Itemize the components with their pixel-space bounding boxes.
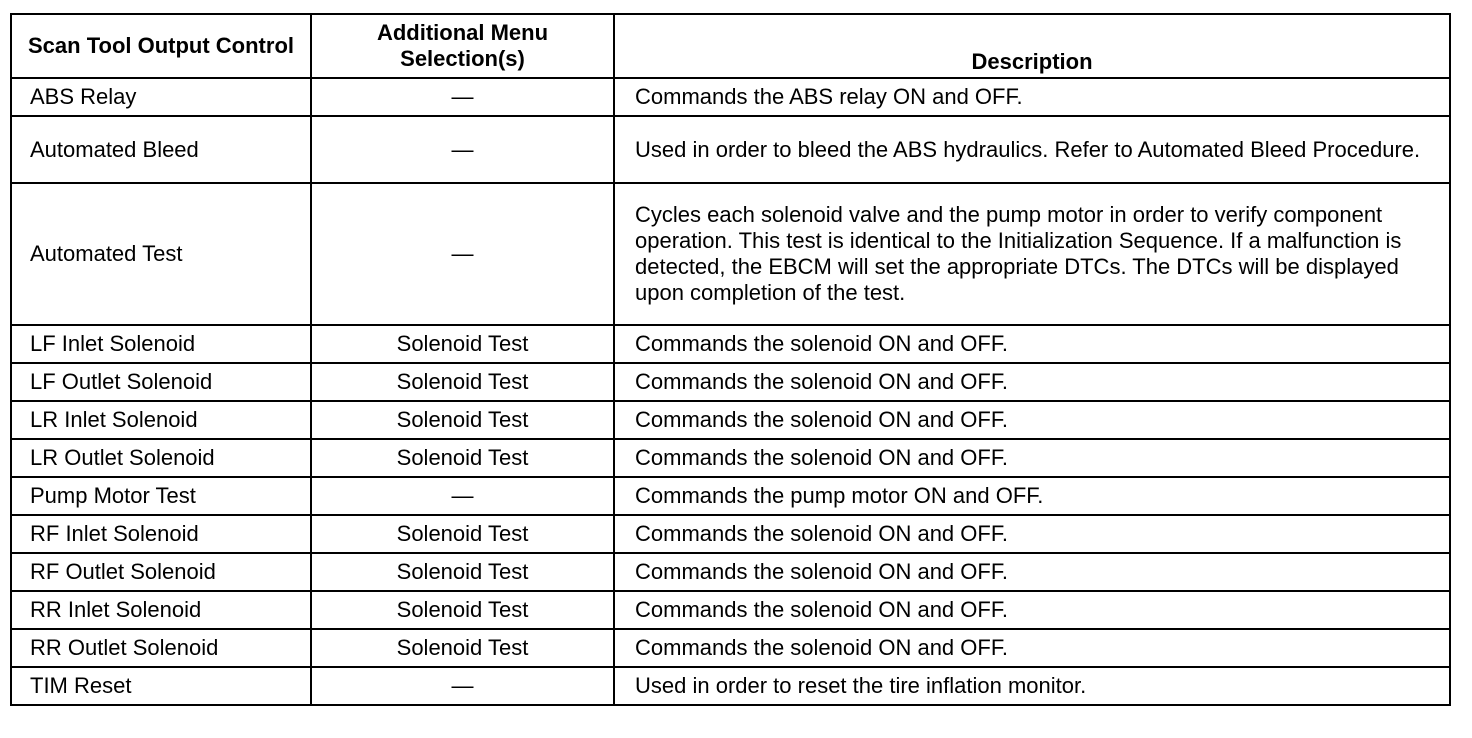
menu-selection-cell: — xyxy=(311,183,614,325)
description-cell: Commands the solenoid ON and OFF. xyxy=(614,553,1450,591)
menu-selection-cell: Solenoid Test xyxy=(311,591,614,629)
description-cell: Cycles each solenoid valve and the pump motor in order to verify component operation. This test is identical to the Initialization Sequence. If a malfunction is detected, the EBCM will set the appropriate DTCs. The DTCs will be displayed upon completion of the test. xyxy=(614,183,1450,325)
table-row xyxy=(11,363,1450,401)
output-control-cell: RF Inlet Solenoid xyxy=(11,515,311,553)
description-cell: Commands the solenoid ON and OFF. xyxy=(614,325,1450,363)
menu-selection-cell: Solenoid Test xyxy=(311,515,614,553)
output-control-cell: RR Inlet Solenoid xyxy=(11,591,311,629)
output-controls-table xyxy=(10,13,1451,706)
menu-selection-cell: Solenoid Test xyxy=(311,553,614,591)
table-row xyxy=(11,116,1450,183)
table-row xyxy=(11,629,1450,667)
table-row xyxy=(11,553,1450,591)
table-row xyxy=(11,667,1450,705)
header-scan-tool-output-control: Scan Tool Output Control xyxy=(11,14,311,78)
output-control-cell: ABS Relay xyxy=(11,78,311,116)
description-cell: Commands the solenoid ON and OFF. xyxy=(614,363,1450,401)
menu-selection-cell: Solenoid Test xyxy=(311,401,614,439)
table-row xyxy=(11,515,1450,553)
menu-selection-cell: Solenoid Test xyxy=(311,439,614,477)
description-cell: Used in order to bleed the ABS hydraulics. Refer to Automated Bleed Procedure. xyxy=(614,116,1450,183)
output-control-cell: RF Outlet Solenoid xyxy=(11,553,311,591)
description-cell: Commands the ABS relay ON and OFF. xyxy=(614,78,1450,116)
table-row xyxy=(11,439,1450,477)
description-cell: Commands the solenoid ON and OFF. xyxy=(614,401,1450,439)
table-row xyxy=(11,477,1450,515)
header-additional-menu-selections: Additional Menu Selection(s) xyxy=(311,14,614,78)
output-control-cell: LF Inlet Solenoid xyxy=(11,325,311,363)
menu-selection-cell: Solenoid Test xyxy=(311,629,614,667)
description-cell: Commands the solenoid ON and OFF. xyxy=(614,439,1450,477)
output-control-cell: LR Outlet Solenoid xyxy=(11,439,311,477)
output-control-cell: Pump Motor Test xyxy=(11,477,311,515)
description-cell: Commands the solenoid ON and OFF. xyxy=(614,591,1450,629)
menu-selection-cell: — xyxy=(311,78,614,116)
description-cell: Used in order to reset the tire inflation monitor. xyxy=(614,667,1450,705)
output-control-cell: LR Inlet Solenoid xyxy=(11,401,311,439)
table-row xyxy=(11,325,1450,363)
table-row xyxy=(11,183,1450,325)
header-description: Description xyxy=(614,14,1450,78)
menu-selection-cell: — xyxy=(311,667,614,705)
table-row xyxy=(11,78,1450,116)
menu-selection-cell: — xyxy=(311,116,614,183)
output-control-cell: RR Outlet Solenoid xyxy=(11,629,311,667)
menu-selection-cell: — xyxy=(311,477,614,515)
output-controls-table-wrapper xyxy=(10,13,1451,706)
table-header-row xyxy=(11,14,1450,78)
output-control-cell: Automated Bleed xyxy=(11,116,311,183)
description-cell: Commands the solenoid ON and OFF. xyxy=(614,515,1450,553)
menu-selection-cell: Solenoid Test xyxy=(311,363,614,401)
output-control-cell: LF Outlet Solenoid xyxy=(11,363,311,401)
table-row xyxy=(11,591,1450,629)
menu-selection-cell: Solenoid Test xyxy=(311,325,614,363)
table-row xyxy=(11,401,1450,439)
output-control-cell: TIM Reset xyxy=(11,667,311,705)
description-cell: Commands the pump motor ON and OFF. xyxy=(614,477,1450,515)
description-cell: Commands the solenoid ON and OFF. xyxy=(614,629,1450,667)
output-control-cell: Automated Test xyxy=(11,183,311,325)
